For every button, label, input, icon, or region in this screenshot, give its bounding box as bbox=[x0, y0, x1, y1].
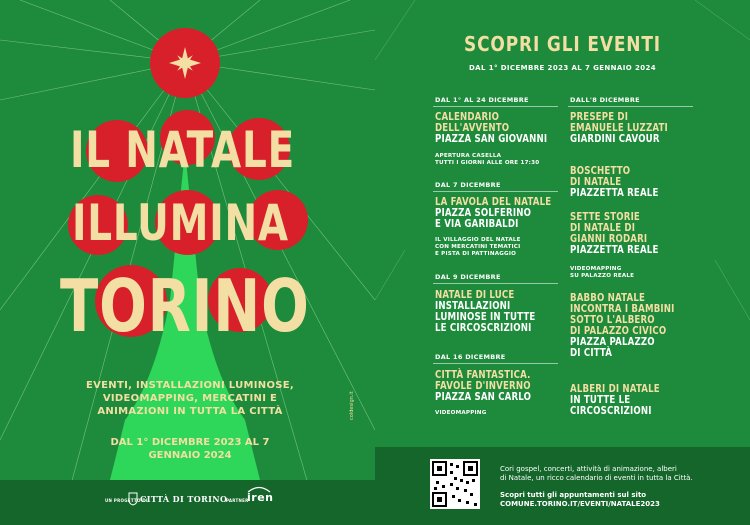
event-title: DI PALAZZO CIVICO bbox=[570, 325, 667, 337]
event-location: PIAZZA SOLFERINO bbox=[435, 207, 532, 219]
event-sette-storie bbox=[570, 212, 658, 256]
headline-line-1: IL NATALE bbox=[70, 121, 296, 179]
divider bbox=[433, 191, 558, 192]
events-dates: DAL 1° DICEMBRE 2023 AL 7 GENNAIO 2024 bbox=[468, 64, 657, 72]
event-presepe bbox=[570, 112, 668, 145]
event-note: VIDEOMAPPING bbox=[435, 410, 487, 416]
events-footer bbox=[375, 447, 750, 525]
event-location: LUMINOSE IN TUTTE bbox=[435, 311, 536, 323]
event-title: INCONTRA I BAMBINI bbox=[570, 303, 675, 315]
event-title: DELL'AVVENTO bbox=[435, 122, 510, 134]
date-header: DALL'8 DICEMBRE bbox=[570, 96, 640, 104]
event-title: SETTE STORIE bbox=[570, 211, 640, 223]
event-title: NATALE DI LUCE bbox=[435, 289, 515, 301]
event-calendario bbox=[435, 112, 547, 145]
date-header: DAL 1° AL 24 DICEMBRE bbox=[435, 96, 529, 104]
footer-description: Cori gospel, concerti, attività di animazione, alberi di Natale, un ricco calendario di eventi in tutta la Città. bbox=[500, 465, 693, 482]
event-title: EMANUELE LUZZATI bbox=[570, 122, 668, 134]
event-location: PIAZZA SAN GIOVANNI bbox=[435, 133, 548, 145]
event-natale-di-luce bbox=[435, 290, 535, 334]
poster-dates: DAL 1° DICEMBRE 2023 AL 7 GENNAIO 2024 bbox=[110, 437, 270, 461]
star-icon bbox=[150, 28, 220, 98]
event-location: CIRCOSCRIZIONI bbox=[570, 405, 652, 417]
event-title: PRESEPE DI bbox=[570, 111, 629, 123]
event-title: SOTTO L'ALBERO bbox=[570, 314, 655, 326]
events-panel bbox=[375, 0, 750, 525]
event-title: DI NATALE bbox=[570, 176, 622, 188]
star-ornament bbox=[150, 28, 220, 98]
event-location: PIAZZA PALAZZO bbox=[570, 336, 655, 348]
event-note: APERTURA CASELLA TUTTI I GIORNI ALLE ORE 17:30 bbox=[435, 153, 540, 166]
poster-subtitle: EVENTI, INSTALLAZIONI LUMINOSE, VIDEOMAPPING, MERCATINI E ANIMAZIONI IN TUTTA LA CITTÀ bbox=[85, 380, 294, 417]
event-babbo-natale bbox=[570, 293, 675, 359]
qr-code-icon[interactable] bbox=[430, 459, 480, 509]
qr-pattern bbox=[430, 459, 480, 509]
event-location: PIAZZETTA REALE bbox=[570, 244, 659, 256]
event-location: PIAZZETTA REALE bbox=[570, 187, 659, 199]
event-title: BOSCHETTO bbox=[570, 165, 631, 177]
divider bbox=[433, 283, 558, 284]
event-title: BABBO NATALE bbox=[570, 292, 646, 304]
event-title: CITTÀ FANTASTICA. bbox=[435, 369, 531, 381]
city-crest-icon bbox=[128, 492, 138, 506]
date-header: DAL 7 DICEMBRE bbox=[435, 181, 501, 189]
event-favola bbox=[435, 197, 551, 230]
events-title: SCOPRI GLI EVENTI bbox=[464, 32, 661, 56]
design-credit: coldesign.it bbox=[349, 391, 355, 420]
event-location: PIAZZA SAN CARLO bbox=[435, 391, 532, 403]
event-boschetto bbox=[570, 166, 658, 199]
headline-line-2: ILLUMINA bbox=[72, 194, 289, 252]
poster-footer bbox=[0, 480, 375, 525]
event-location: E VIA GARIBALDI bbox=[435, 218, 519, 230]
partner-label: PARTNER bbox=[226, 498, 249, 503]
event-title: CALENDARIO bbox=[435, 111, 500, 123]
footer-link[interactable]: Scopri tutti gli appuntamenti sul sito COMUNE.TORINO.IT/EVENTI/NATALE2023 bbox=[500, 491, 660, 508]
event-location: LE CIRCOSCRIZIONI bbox=[435, 322, 532, 334]
project-label: UN PROGETTO DI bbox=[105, 498, 148, 503]
event-title: FAVOLE D'INVERNO bbox=[435, 380, 531, 392]
event-location: DI CITTÀ bbox=[570, 347, 613, 359]
city-logo: CITTÀ DI TORINO bbox=[140, 494, 228, 504]
event-citta-fantastica bbox=[435, 370, 531, 403]
divider bbox=[433, 363, 558, 364]
event-location: INSTALLAZIONI bbox=[435, 300, 511, 312]
event-title: DI NATALE DI bbox=[570, 222, 636, 234]
divider bbox=[433, 106, 558, 107]
event-title: GIANNI RODARI bbox=[570, 233, 648, 245]
event-note: VIDEOMAPPING SU PALAZZO REALE bbox=[570, 266, 635, 279]
event-alberi bbox=[570, 384, 660, 417]
event-location: GIARDINI CAVOUR bbox=[570, 133, 660, 145]
divider bbox=[568, 106, 693, 107]
event-note: IL VILLAGGIO DEL NATALE CON MERCATINI TEMATICI E PISTA DI PATTINAGGIO bbox=[435, 237, 521, 257]
partner-logo: iren bbox=[247, 491, 274, 504]
event-title: ALBERI DI NATALE bbox=[570, 383, 660, 395]
event-title: LA FAVOLA DEL NATALE bbox=[435, 196, 552, 208]
event-location: IN TUTTE LE bbox=[570, 394, 631, 406]
headline-line-3: TORINO bbox=[60, 264, 310, 348]
date-header: DAL 9 DICEMBRE bbox=[435, 273, 501, 281]
date-header: DAL 16 DICEMBRE bbox=[435, 353, 506, 361]
